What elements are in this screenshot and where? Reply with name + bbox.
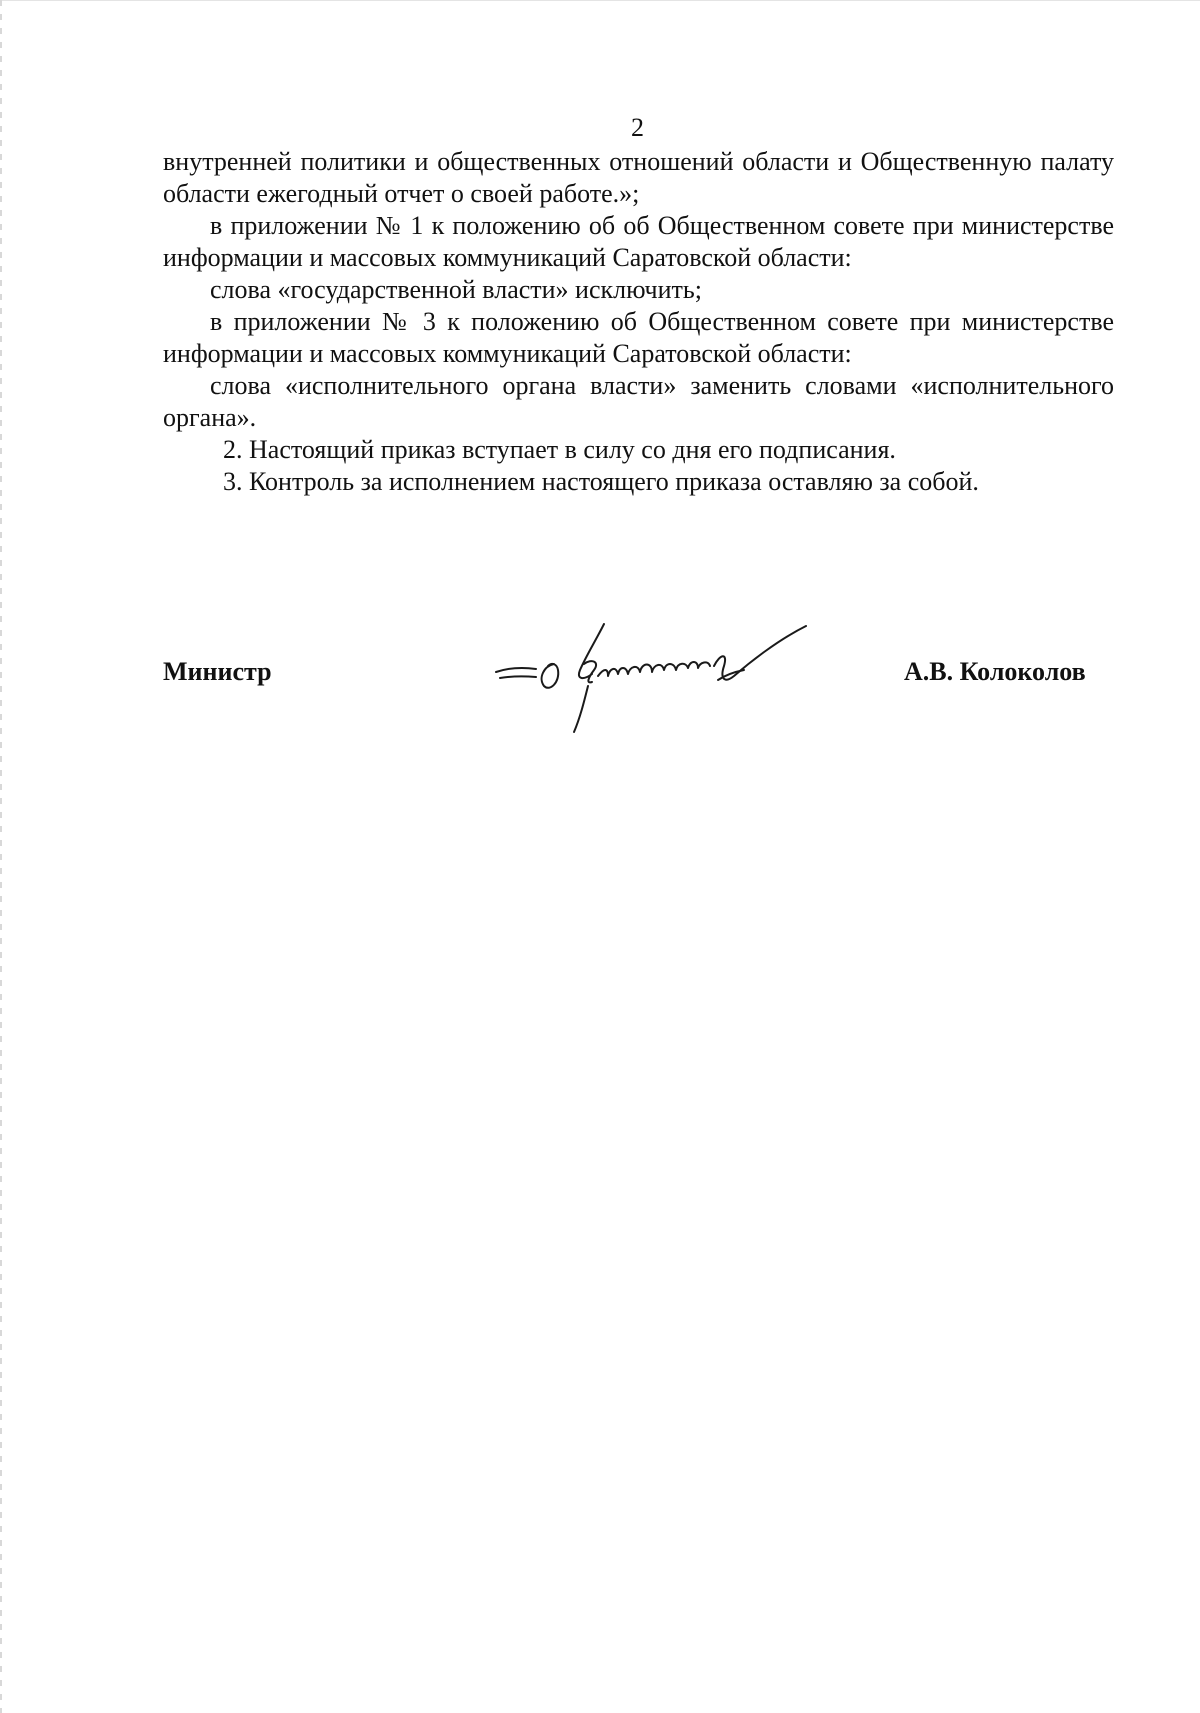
paragraph-appendix-3: в приложении № 3 к положению об Общественном совете при министерстве информации и массовых коммуникаций Саратовской области:: [163, 307, 1114, 368]
document-body: [163, 146, 1114, 498]
scan-edge-top: [0, 0, 1200, 1]
signer-name: А.В. Колоколов: [904, 657, 1086, 686]
paragraph-continuation: внутренней политики и общественных отношений области и Общественную палату области ежегодный отчет о своей работе.»;: [163, 147, 1114, 208]
paragraph-effective-date: 2. Настоящий приказ вступает в силу со дня его подписания.: [223, 435, 896, 464]
paragraph-exclude-words: слова «государственной власти» исключить;: [210, 275, 702, 304]
handwritten-signature: [488, 610, 848, 750]
scan-edge-left: [0, 0, 2, 1713]
paragraph-appendix-1: в приложении № 1 к положению об об Общественном совете при министерстве информации и массовых коммуникаций Саратовской области:: [163, 211, 1114, 272]
page-number: 2: [631, 113, 644, 142]
signature-block: [163, 610, 1114, 750]
paragraph-replace-words: слова «исполнительного органа власти» заменить словами «исполнительного органа».: [163, 371, 1114, 432]
signer-position: Министр: [163, 657, 272, 686]
paragraph-control: 3. Контроль за исполнением настоящего приказа оставляю за собой.: [223, 467, 979, 496]
